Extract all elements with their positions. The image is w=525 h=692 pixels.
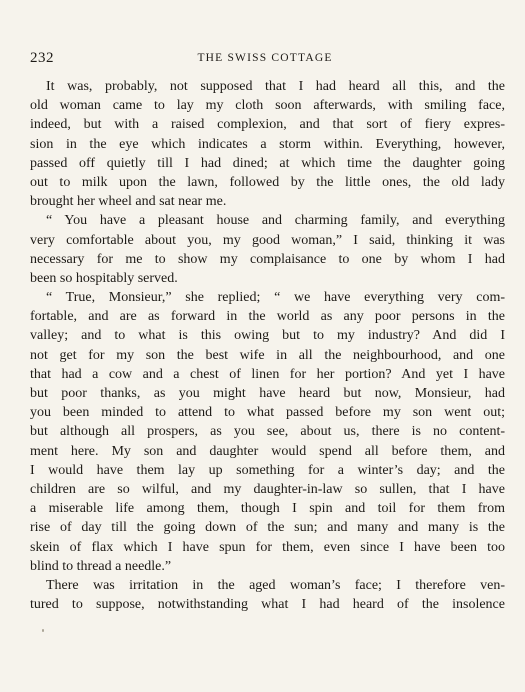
text-line: a miserable life among them, though I spin and toil for them from: [30, 501, 505, 517]
text-line: “ True, Monsieur,” she replied; “ we have everything very com-: [46, 290, 505, 306]
text-line: old woman came to lay my cloth soon afterwards, with smiling face,: [30, 98, 505, 114]
body-text: [30, 77, 505, 614]
paragraph: [30, 288, 505, 576]
text-line: but poor thanks, as you might have heard but now, Monsieur, had: [30, 386, 505, 401]
text-line: that had a cow and a chest of linen for her portion? And yet I have: [30, 366, 505, 382]
text-line: very comfortable about you, my good woman,” I said, thinking it was: [30, 232, 505, 248]
text-line: children are so wilful, and my daughter-in-law so sullen, that I have: [30, 481, 505, 497]
text-line: skein of flax which I have spun for them, even since I have been too: [30, 539, 505, 555]
text-line: out to milk upon the lawn, followed by the little ones, the old lady: [30, 174, 505, 190]
text-line: passed off quietly till I had dined; at which time the daughter going: [30, 155, 505, 171]
text-line: valley; and to what is this owing but to my industry? And did I: [30, 328, 505, 344]
text-line: “ You have a pleasant house and charming family, and everything: [46, 213, 505, 229]
text-line: necessary for me to show my complaisance to one by whom I had: [30, 251, 505, 267]
paragraph: [30, 211, 505, 288]
page-number: 232: [30, 50, 54, 66]
text-line: fortable, and are as forward in the world as any poor persons in the: [30, 309, 505, 325]
running-head: [30, 50, 500, 68]
text-line: rise of day till the going down of the sun; and many and many is the: [30, 520, 505, 536]
text-line: There was irritation in the aged woman’s face; I therefore ven-: [46, 577, 505, 593]
text-line: you been minded to attend to what passed before my son went out;: [30, 405, 505, 421]
paper-speck: [42, 629, 44, 632]
text-line: It was, probably, not supposed that I had heard all this, and the: [46, 79, 505, 94]
text-line: brought her wheel and sat near me.: [30, 194, 227, 210]
paragraph: [30, 576, 505, 614]
running-title: THE SWISS COTTAGE: [197, 52, 333, 64]
text-line: indeed, but with a raised complexion, and that sort of fiery expres-: [30, 117, 505, 133]
text-line: blind to thread a needle.”: [30, 558, 172, 574]
text-line: I would have them lay up something for a winter’s day; and the: [30, 462, 505, 478]
paragraph: [30, 77, 505, 211]
text-line: been so hospitably served.: [30, 270, 178, 286]
text-line: tured to suppose, notwithstanding what I had heard of the insolence: [30, 597, 505, 613]
text-line: not get for my son the best wife in all the neighbourhood, and one: [30, 347, 505, 363]
text-line: sion in the eye which indicates a storm within. Everything, however,: [30, 136, 505, 152]
text-line: ment here. My son and daughter would spend all before them, and: [30, 443, 505, 459]
text-line: but although all prospers, as you see, about us, there is no content-: [30, 424, 505, 440]
